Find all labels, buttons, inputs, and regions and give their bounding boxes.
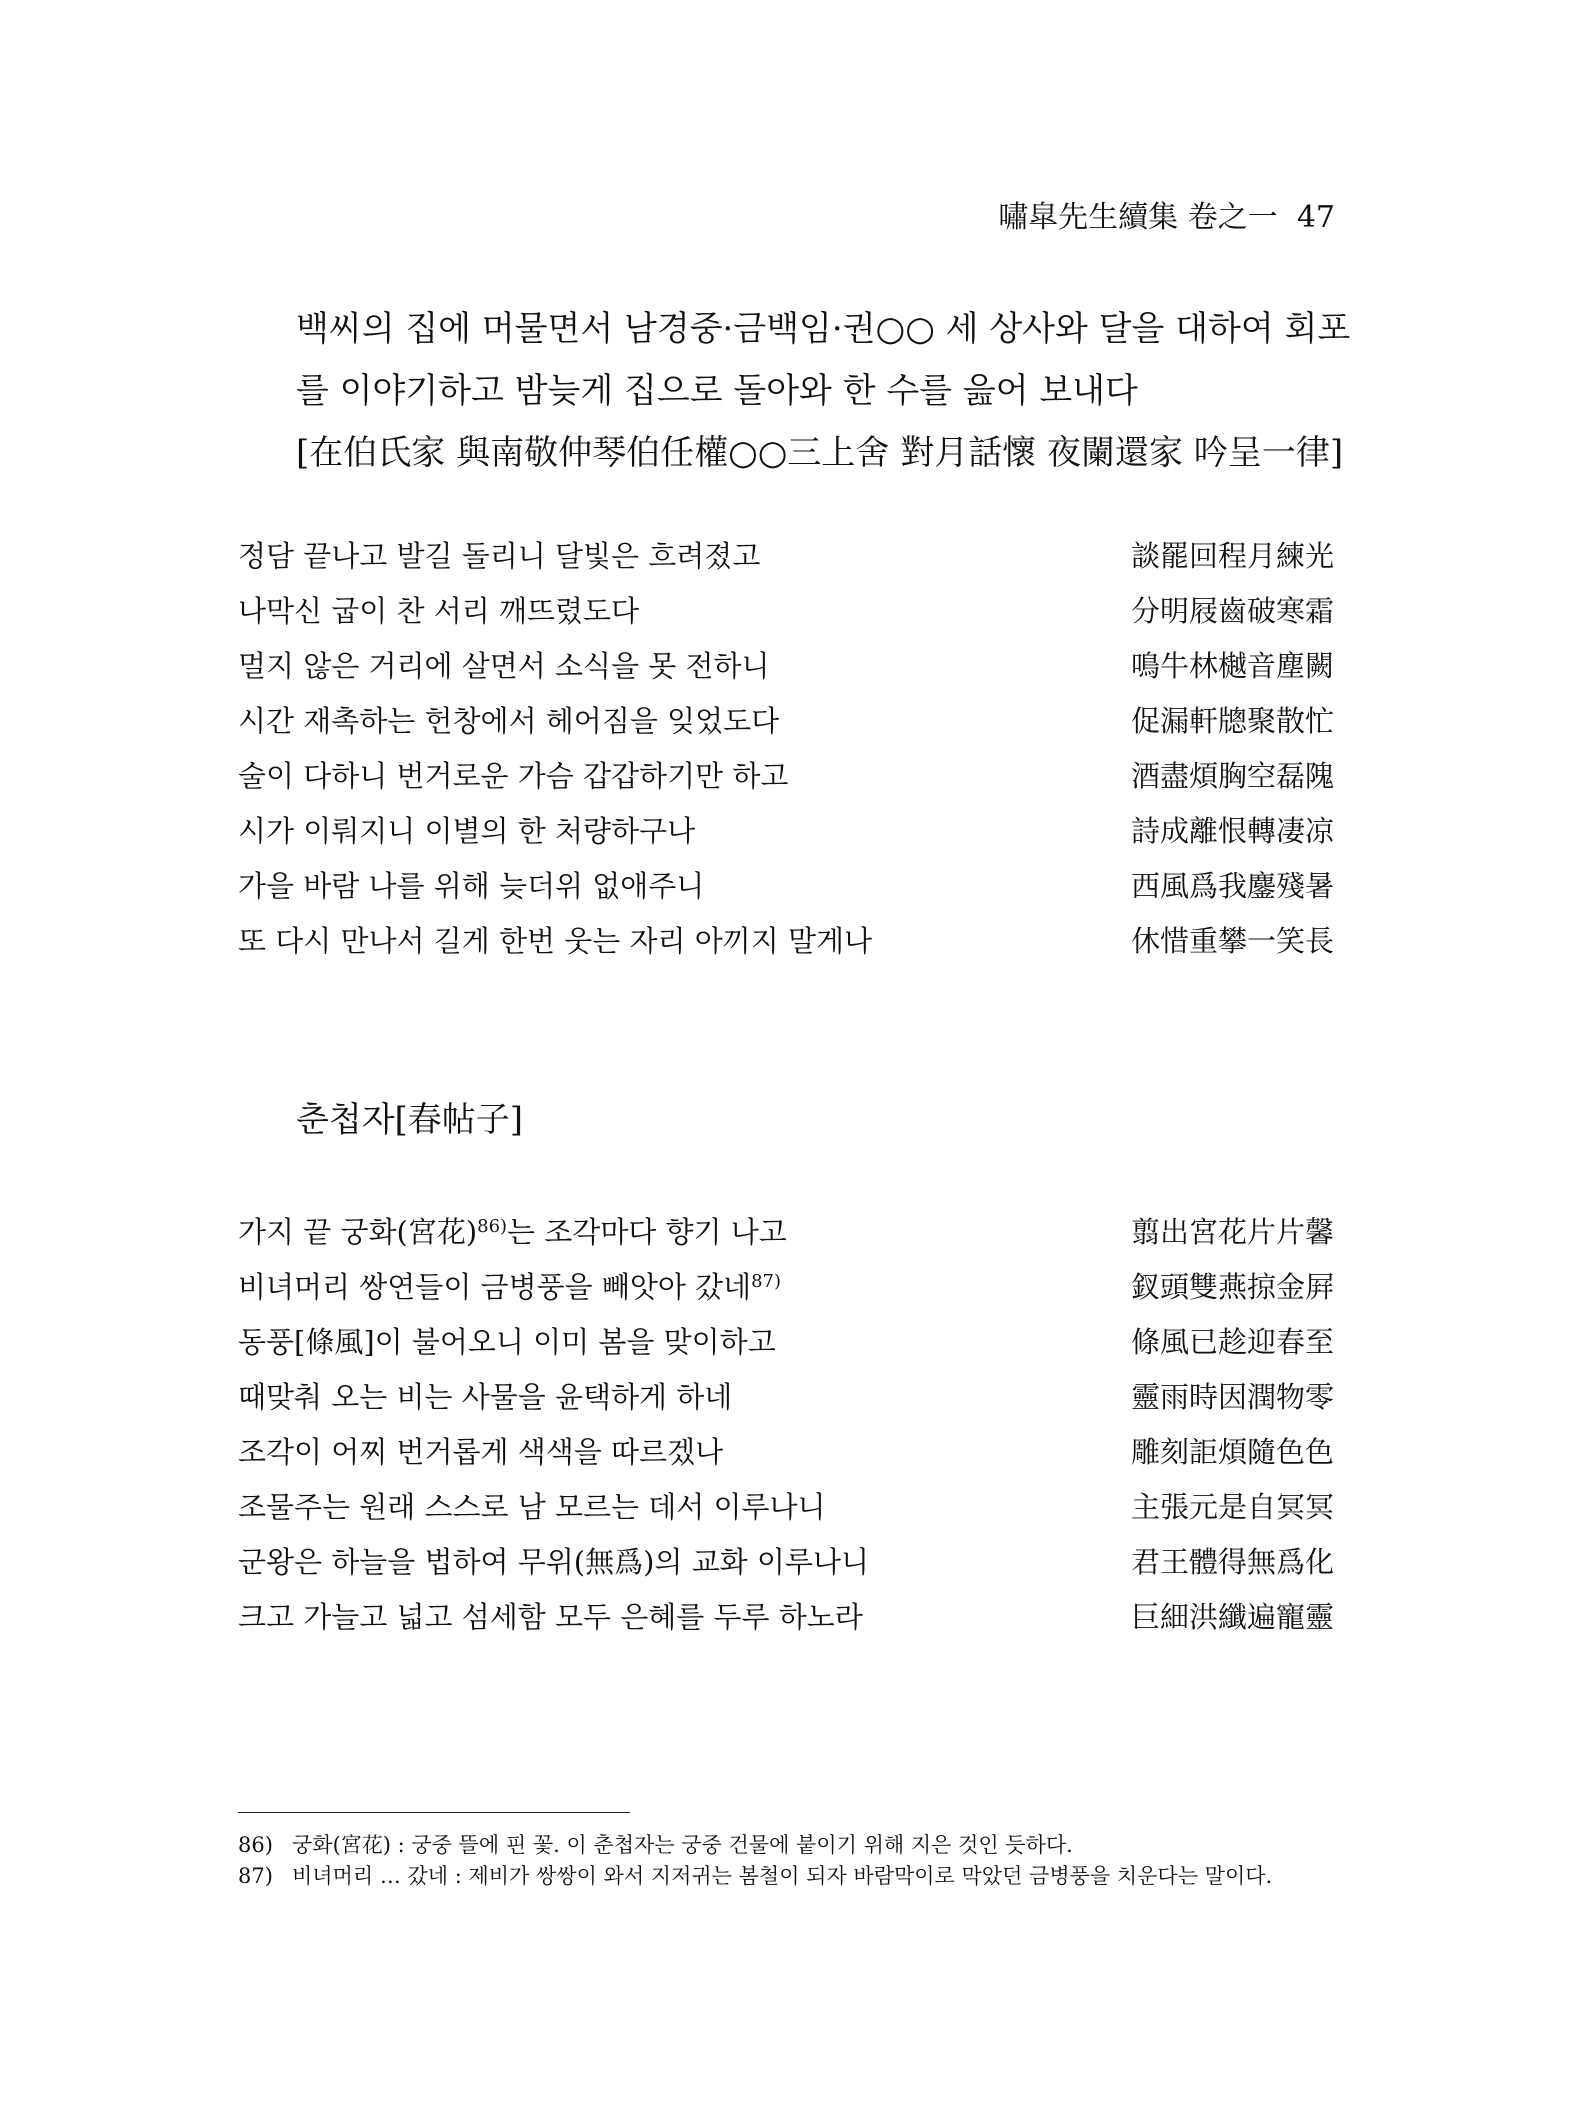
poem-line [238,1210,1334,1265]
poem2-title: 춘첩자[春帖子] [296,1100,524,1140]
poem-line-korean: 가을 바람 나를 위해 늦더위 없애주니 [238,869,705,903]
poem-line-korean: 크고 가늘고 넓고 섬세함 모두 은혜를 두루 하노라 [238,1600,863,1634]
poem-line-korean: 때맞춰 오는 비는 사물을 윤택하게 하네 [238,1380,733,1414]
poem-line [238,699,1334,754]
poem-line-hanja: 條風已趁迎春至 [1130,1325,1334,1359]
poem-line-hanja: 分明屐齒破寒霜 [1130,594,1334,628]
running-title: 嘯皐先生續集 卷之一 [998,200,1278,235]
running-header [998,192,1335,236]
poem-line [238,809,1334,864]
poem-line-korean: 시간 재촉하는 헌창에서 헤어짐을 잊었도다 [238,704,780,738]
poem-line [238,919,1334,974]
poem-line [238,754,1334,809]
poem-line-korean: 비녀머리 쌍연들이 금병풍을 빼앗아 갔네$^{87)}$ [238,1270,781,1304]
poem-line-hanja: 談罷回程月練光 [1130,539,1334,573]
poem-line-korean: 나막신 굽이 찬 서리 깨뜨렸도다 [238,594,640,628]
poem-line-hanja: 君王體得無爲化 [1130,1545,1334,1579]
poem-line [238,589,1334,644]
footnote-ref: 87) [751,1271,781,1293]
footnote-text: 비녀머리 … 갔네 : 제비가 쌍쌍이 와서 지저귀는 봄철이 되자 바람막이로 막았던 금병풍을 치운다는 말이다. [292,1864,1273,1888]
poem1-title-hanja: [在伯氏家 與南敬仲琴伯任權○○三上舍 對月話懷 夜闌還家 吟呈一律] [296,433,1344,473]
poem-line-korean: 군왕은 하늘을 법하여 무위(無爲)의 교화 이루나니 [238,1545,869,1579]
poem-line [238,534,1334,589]
poem-line-korean: 술이 다하니 번거로운 가슴 갑갑하기만 하고 [238,759,789,793]
poem-line-korean: 조물주는 원래 스스로 남 모르는 데서 이루나니 [238,1490,826,1524]
poem-line [238,1595,1334,1650]
poem-line [238,1540,1334,1595]
poem1-title-ko-line1: 백씨의 집에 머물면서 남경중·금백임·권○○ 세 상사와 달을 대하여 회포 [296,309,1351,349]
poem-line-korean: 동풍[條風]이 불어오니 이미 봄을 맞이하고 [238,1325,776,1359]
poem-line [238,1430,1334,1485]
poem-line-hanja: 鳴牛林樾音塵闕 [1130,649,1334,683]
footnotes [238,1830,1334,1892]
poem1-title-ko-line2: 를 이야기하고 밤늦게 집으로 돌아와 한 수를 읊어 보내다 [296,371,1138,411]
poem-line-korean: 조각이 어찌 번거롭게 색색을 따르겠나 [238,1435,724,1469]
poem-line-korean: 멀지 않은 거리에 살면서 소식을 못 전하니 [238,649,770,683]
poem-line-hanja: 詩成離恨轉凄凉 [1130,814,1334,848]
footnote-text: 궁화(宮花) : 궁중 뜰에 핀 꽃. 이 춘첩자는 궁중 건물에 붙이기 위해 지은 것인 듯하다. [292,1833,1073,1857]
poem-line-korean: 가지 끝 궁화(宮花)$^{86)}$는 조각마다 향기 나고 [238,1215,787,1249]
footnote [238,1830,1334,1861]
poem-line-hanja: 西風爲我鏖殘暑 [1130,869,1334,903]
footnote-number: 87) [238,1864,273,1888]
footnote-number: 86) [238,1833,273,1857]
poem-line-hanja: 巨細洪纖遍寵靈 [1130,1600,1334,1634]
poem-line [238,1375,1334,1430]
poem1-title-block [296,298,1351,484]
poem-line-hanja: 促漏軒牕聚散忙 [1130,704,1334,738]
poem-line-korean: 시가 이뤄지니 이별의 한 처량하구나 [238,814,696,848]
poem-line-hanja: 休惜重攀一笑長 [1130,924,1334,958]
poem-line-hanja: 酒盡煩胸空磊隗 [1130,759,1334,793]
poem-line-hanja: 主張元是自冥冥 [1130,1490,1334,1524]
poem-line [238,1265,1334,1320]
poem-line-korean: 정담 끝나고 발길 돌리니 달빛은 흐려졌고 [238,539,761,573]
poem-line-korean: 또 다시 만나서 길게 한번 웃는 자리 아끼지 말게나 [238,924,873,958]
poem-line [238,1485,1334,1540]
footnote-divider [238,1812,630,1813]
poem-line-hanja: 釵頭雙燕掠金屛 [1130,1270,1334,1304]
poem-line [238,644,1334,699]
poem-line-hanja: 雕刻詎煩隨色色 [1130,1435,1334,1469]
poem1-body [238,534,1334,974]
footnote [238,1861,1334,1892]
poem-line-hanja: 翦出宮花片片馨 [1130,1215,1334,1249]
poem-line-hanja: 靈雨時因潤物零 [1130,1380,1334,1414]
footnote-ref: 86) [477,1216,508,1238]
poem2-body [238,1210,1334,1650]
poem-line [238,1320,1334,1375]
poem-line [238,864,1334,919]
page-number: 47 [1296,200,1335,235]
